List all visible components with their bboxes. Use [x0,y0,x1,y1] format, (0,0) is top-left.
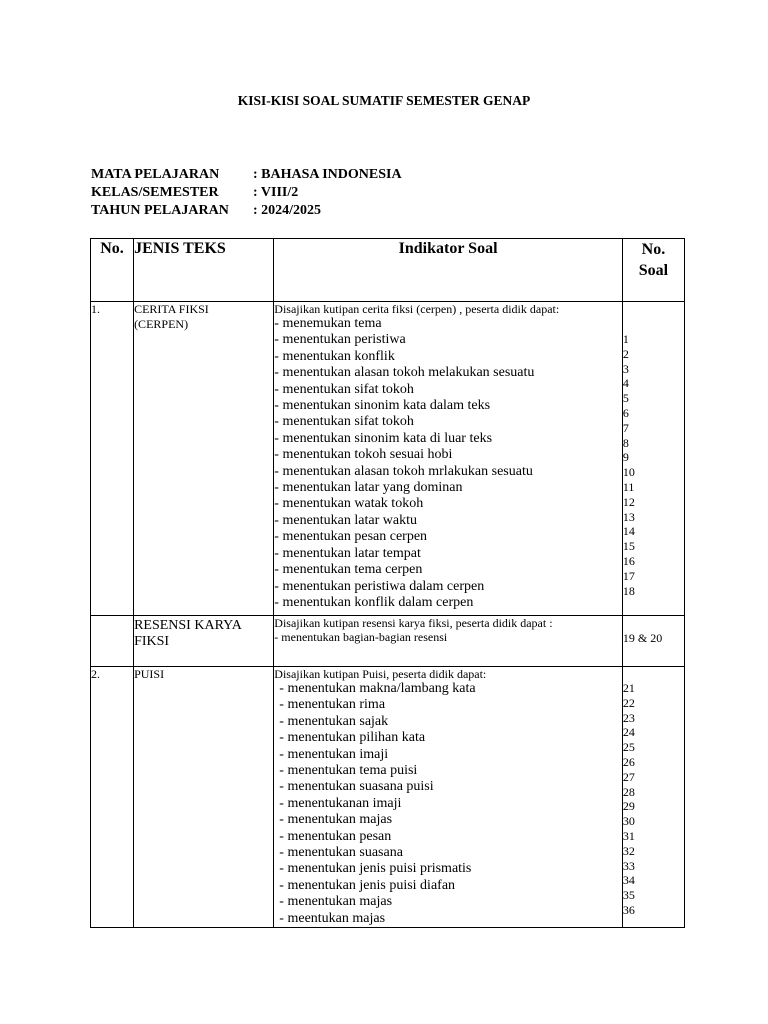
indikator-item: - meentukan majas [279,910,386,926]
no-soal-item: 36 [622,902,635,917]
grid-table [90,238,685,928]
no-soal-item: 12 [622,494,635,509]
table-row [91,302,685,616]
document-meta [91,166,402,220]
meta-value: : VIII/2 [253,185,299,200]
indikator-intro: Disajikan kutipan resensi karya fiksi, peserta didik dapat : [274,616,553,630]
indikator-list [274,316,622,611]
row-number: 1. [91,302,134,616]
indikator-item: - menentukan pesan [279,828,392,844]
indikator-item: - menentukanan imaji [279,795,402,811]
no-soal-item: 18 [622,583,635,598]
no-soal-item: 35 [622,888,635,903]
indikator-item: - menentukan alasan tokoh mrlakukan sesuatu [274,463,533,479]
no-soal-list [623,302,684,598]
indikator-item: - menentukan majas [279,894,393,910]
no-soal-item: 25 [622,740,635,755]
no-soal-item: 30 [622,814,635,829]
indikator-item: - menentukan rima [279,697,386,713]
indikator-item: - menentukan konflik dalam cerpen [274,594,474,610]
no-soal-item: 10 [622,465,635,480]
meta-label: MATA PELAJARAN [91,167,220,182]
meta-row-year [91,202,402,220]
no-soal-value: 19 & 20 [622,631,663,645]
indikator-cell [274,302,623,616]
header-jenis-teks: JENIS TEKS [134,239,274,302]
no-soal-item: 31 [622,828,635,843]
indikator-cell [274,616,623,667]
no-soal-cell [622,616,684,667]
no-soal-list [623,667,684,918]
indikator-item: - menentukan imaji [279,746,389,762]
no-soal-item: 13 [622,509,635,524]
no-soal-cell [622,667,684,928]
jenis-teks-cell [134,616,274,667]
no-soal-cell [622,302,684,616]
indikator-item: - menentukan latar waktu [274,512,417,528]
no-soal-item: 32 [622,843,635,858]
indikator-item: - menentukan jenis puisi diafan [279,877,456,893]
indikator-item: - menentukan sinonim kata di luar teks [274,430,493,446]
indikator-item: - menentukan watak tokoh [274,496,424,512]
indikator-intro: Disajikan kutipan Puisi, peserta didik dapat: [274,667,487,681]
jenis-teks-line: (CERPEN) [134,317,189,331]
no-soal-item: 7 [622,420,629,435]
indikator-item: - menentukan latar tempat [274,545,421,561]
indikator-item: - menentukan majas [279,812,393,828]
no-soal-item: 34 [622,873,635,888]
no-soal-item: 27 [622,769,635,784]
table-header-row [91,239,685,302]
no-soal-item: 26 [622,754,635,769]
header-no: No. [91,239,134,302]
row-number [91,616,134,667]
indikator-item: - menentukan sifat tokoh [274,381,414,397]
indikator-list [274,681,622,927]
indikator-intro: Disajikan kutipan cerita fiksi (cerpen) , peserta didik dapat: [274,302,560,316]
no-soal-item: 23 [622,710,635,725]
no-soal-item: 1 [622,332,629,346]
indikator-item: - menentukan pilihan kata [279,730,426,746]
no-soal-item: 17 [622,568,635,583]
meta-row-subject [91,166,402,184]
no-soal-item: 29 [622,799,635,814]
indikator-cell [274,667,623,928]
indikator-item: - menentukan jenis puisi prismatis [279,861,472,877]
jenis-teks-line: PUISI [134,667,165,681]
table-row [91,667,685,928]
no-soal-item: 8 [622,435,629,450]
no-soal-item: 5 [622,391,629,406]
meta-value: : 2024/2025 [253,203,322,218]
indikator-item: - menentukan bagian-bagian resensi [274,630,448,644]
indikator-item: - menemukan tema [274,316,382,331]
indikator-item: - menentukan suasana puisi [279,779,434,795]
jenis-teks-line: FIKSI [134,634,170,649]
row-number: 2. [91,667,134,928]
meta-label: KELAS/SEMESTER [91,185,219,200]
no-soal-item: 24 [622,725,635,740]
indikator-item: - menentukan pesan cerpen [274,529,428,545]
no-soal-item: 21 [622,681,635,695]
no-soal-item: 22 [622,695,635,710]
header-no-soal-line2: Soal [638,262,669,279]
indikator-item: - menentukan peristiwa [274,332,406,348]
no-soal-item: 11 [622,479,635,494]
indikator-list [274,630,622,644]
document-title: KISI-KISI SOAL SUMATIF SEMESTER GENAP [237,93,531,108]
jenis-teks-cell [134,302,274,616]
header-no-soal-line1: No. [641,241,666,258]
no-soal-item: 4 [622,376,629,391]
indikator-item: - menentukan alasan tokoh melakukan sesuatu [274,365,535,381]
meta-row-class [91,184,402,202]
indikator-item: - menentukan sinonim kata dalam teks [274,398,491,414]
no-soal-item: 3 [622,361,629,376]
jenis-teks-cell [134,667,274,928]
indikator-item: - menentukan makna/lambang kata [279,681,476,696]
no-soal-item: 2 [622,346,629,361]
no-soal-item: 15 [622,539,635,554]
table-row [91,616,685,667]
indikator-item: - menentukan tema cerpen [274,562,423,578]
no-soal-item: 28 [622,784,635,799]
header-indikator-soal: Indikator Soal [274,239,623,302]
meta-label: TAHUN PELAJARAN [91,203,229,218]
jenis-teks-line: RESENSI KARYA [134,618,242,633]
indikator-item: - menentukan peristiwa dalam cerpen [274,578,485,594]
no-soal-item: 14 [622,524,635,539]
indikator-item: - menentukan suasana [279,845,403,861]
indikator-item: - menentukan tema puisi [279,763,418,779]
indikator-item: - menentukan sajak [279,713,389,729]
no-soal-item: 6 [622,405,629,420]
no-soal-item: 33 [622,858,635,873]
indikator-item: - menentukan latar yang dominan [274,480,463,496]
indikator-item: - menentukan konflik [274,348,395,364]
meta-value: : BAHASA INDONESIA [253,167,402,182]
no-soal-item: 9 [622,450,629,465]
indikator-item: - menentukan sifat tokoh [274,414,414,430]
indikator-item: - menentukan tokoh sesuai hobi [274,447,453,463]
no-soal-item: 16 [622,553,635,568]
header-no-soal [622,239,684,302]
jenis-teks-line: CERITA FIKSI [134,302,209,316]
